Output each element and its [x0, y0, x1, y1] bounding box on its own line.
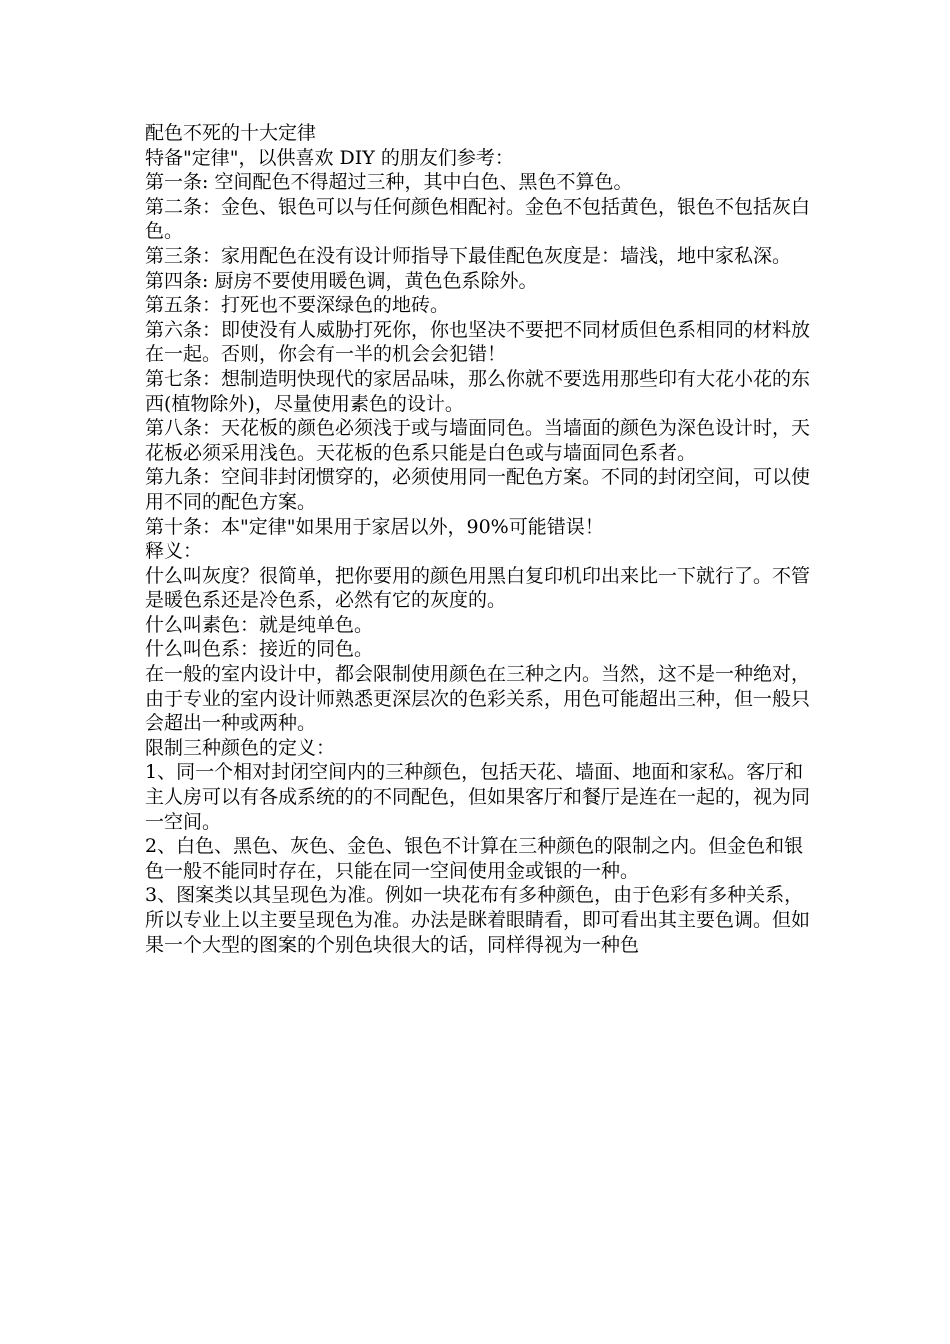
rule-2: 第二条：金色、银色可以与任何颜色相配衬。金色不包括黄色，银色不包括灰白色。	[145, 195, 811, 243]
rule-8: 第八条：天花板的颜色必须浅于或与墙面同色。当墙面的颜色为深色设计时，天花板必须采用浅色。天花板的色系只能是白色或与墙面同色系者。	[145, 417, 811, 464]
limit-item-3: 3、图案类以其呈现色为准。例如一块花布有多种颜色，由于色彩有多种关系，所以专业上以主要呈现色为准。办法是眯着眼睛看，即可看出其主要色调。但如果一个大型的图案的个别色块很大的话，同样得视为一种色	[145, 884, 811, 956]
intro-paragraph: 特备"定律"，以供喜欢 DIY 的朋友们参考：	[145, 146, 514, 169]
rule-4: 第四条: 厨房不要使用暖色调，黄色色系除外。	[145, 269, 538, 292]
document-title: 配色不死的十大定律	[145, 122, 317, 144]
explanation-color-family: 什么叫色系：接近的同色。	[145, 638, 374, 661]
explanation-grayscale: 什么叫灰度？很简单，把你要用的颜色用黑白复印机印出来比一下就行了。不管是暖色系还是冷色系，必然有它的灰度的。	[145, 564, 811, 612]
explanation-heading: 释义：	[145, 540, 203, 563]
explanation-plain-color: 什么叫素色：就是纯单色。	[145, 613, 374, 636]
limit-item-2: 2、白色、黑色、灰色、金色、银色不计算在三种颜色的限制之内。但金色和银色一般不能同时存在，只能在同一空间使用金或银的一种。	[145, 835, 804, 882]
rule-5: 第五条：打死也不要深绿色的地砖。	[145, 294, 450, 317]
rule-7: 第七条：想制造明快现代的家居品味，那么你就不要选用那些印有大花小花的东西(植物除外)，尽量使用素色的设计。	[145, 367, 811, 415]
rule-6: 第六条：即使没有人威胁打死你，你也坚决不要把不同材质但色系相同的材料放在一起。否则，你会有一半的机会会犯错！	[145, 318, 811, 366]
rule-3: 第三条：家用配色在没有设计师指导下最佳配色灰度是：墙浅，地中家私深。	[145, 244, 792, 267]
limit-item-1: 1、同一个相对封闭空间内的三种颜色，包括天花、墙面、地面和家私。客厅和主人房可以有各成系统的的不同配色，但如果客厅和餐厅是连在一起的，视为同一空间。	[145, 761, 811, 833]
rule-10: 第十条：本"定律"如果用于家居以外，90%可能错误！	[145, 515, 604, 538]
explanation-three-colors: 在一般的室内设计中，都会限制使用颜色在三种之内。当然，这不是一种绝对，由于专业的室内设计师熟悉更深层次的色彩关系，用色可能超出三种，但一般只会超出一种或两种。	[145, 663, 811, 735]
limit-heading: 限制三种颜色的定义：	[145, 736, 336, 759]
rule-9: 第九条：空间非封闭惯穿的，必须使用同一配色方案。不同的封闭空间，可以使用不同的配色方案。	[145, 466, 811, 513]
document-body	[145, 121, 820, 957]
rule-1: 第一条: 空间配色不得超过三种，其中白色、黑色不算色。	[145, 171, 633, 194]
